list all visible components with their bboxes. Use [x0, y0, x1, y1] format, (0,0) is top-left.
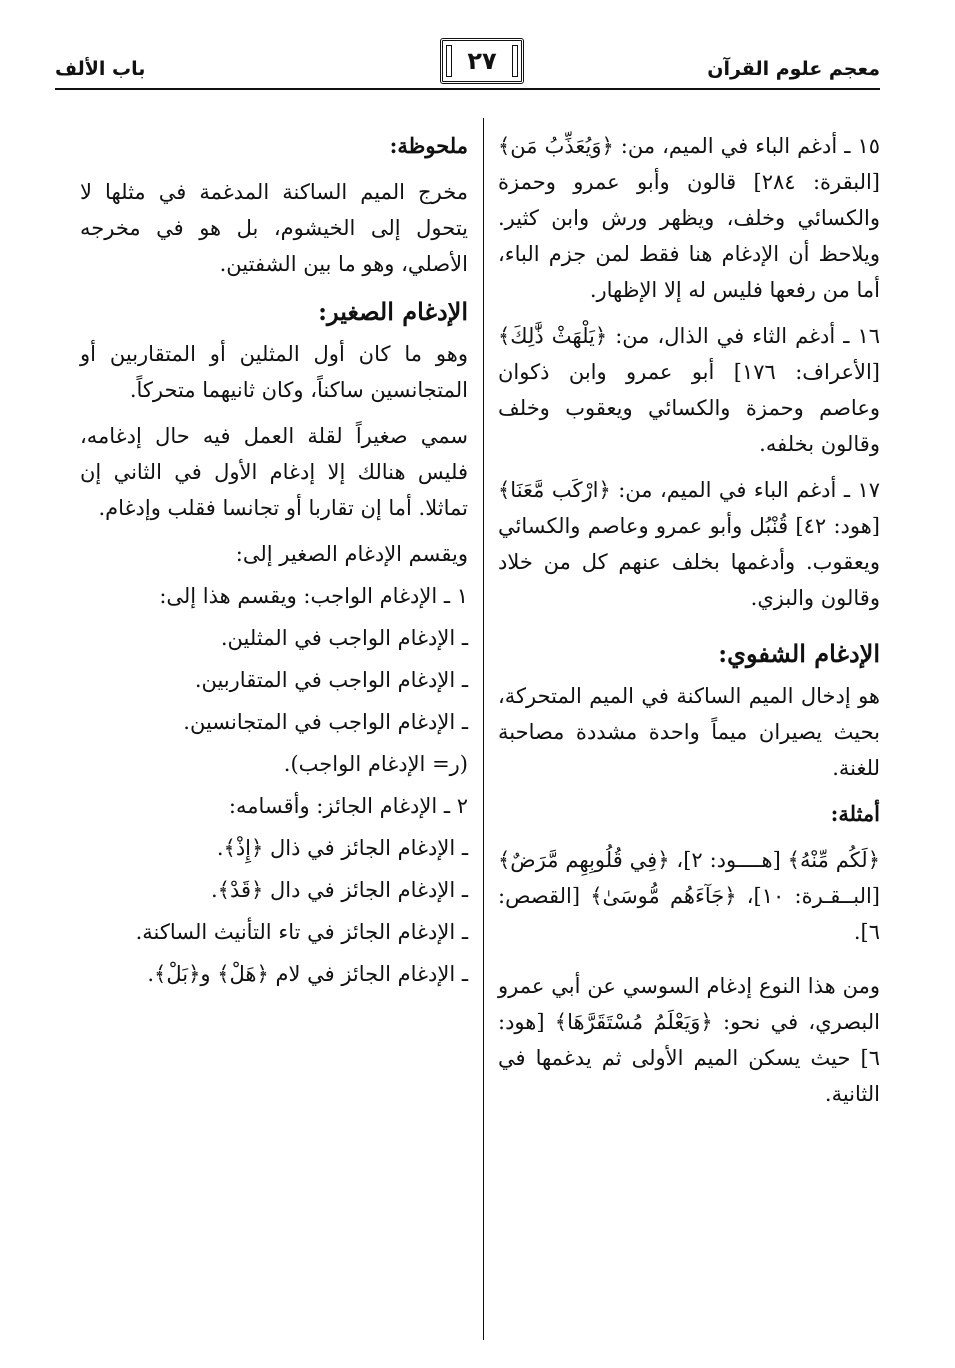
header-rule — [55, 88, 880, 90]
column-divider — [483, 118, 484, 1340]
definition-saghir: وهو ما كان أول المثلين أو المتقاربين أو المتجانسين ساكناً، وكان ثانيهما متحركاً. — [80, 342, 468, 402]
susi-paragraph: ومن هذا النوع إدغام السوسي عن أبي عمرو البصري، في نحو: ﴿وَيَعْلَمُ مُسْتَقَرَّهَا﴾ [هود: ٦] حيث يسكن الميم الأولى ثم يدغمها في الثانية. — [498, 974, 880, 1106]
paragraph-15: ١٥ ـ أدغم الباء في الميم، من: ﴿وَيُعَذِّبُ مَن﴾ [البقرة: ٢٨٤] قالون وأبو عمرو وحمزة والكسائي وخلف، ويظهر ورش وابن كثير. ويلاحظ أن الإدغام هنا فقط لمن جزم الباء، أما من رفعها فليس له إلا الإظهار. — [498, 134, 881, 302]
heading-saghir: الإدغام الصغير: — [318, 297, 468, 326]
paragraph-17: ١٧ ـ أدغم الباء في الميم، من: ﴿ارْكَب مَّعَنَا﴾ [هود: ٤٢] قُنْبُل وأبو عمرو وعاصم والكسائي ويعقوب. وأدغمها بخلف عنهم كل من خلاد وقالون والبزي. — [498, 478, 880, 610]
list-item: ـ الإدغام الواجب في المتقاربين. — [194, 668, 468, 692]
list-item: ـ الإدغام الجائز في دال ﴿قَدْ﴾. — [210, 878, 468, 902]
chapter-title: باب الألف — [55, 58, 146, 80]
book-title: معجم علوم القرآن — [707, 58, 880, 80]
list-item: ـ الإدغام الواجب في المثلين. — [220, 626, 468, 650]
left-column — [80, 128, 468, 998]
list-item: ـ الإدغام الواجب في المتجانسين. — [183, 710, 468, 734]
list-item: ـ الإدغام الجائز في لام ﴿هَلْ﴾ و﴿بَلْ﴾. — [147, 962, 468, 986]
heading-shafawi: الإدغام الشفوي: — [718, 639, 880, 668]
right-column — [498, 128, 880, 1122]
examples-text: ﴿لَكُم مِّنْهُ﴾ [هــــود: ٢]، ﴿فِي قُلُوبِهِم مَّرَضٌ﴾ [البــقـرة: ١٠]، ﴿جَآءَهُم مُّوسَىٰ﴾ [القصص: ٦]. — [498, 848, 881, 944]
note-text: مخرج الميم الساكنة المدغمة في مثلها لا يتحول إلى الخيشوم، بل هو في مخرجه الأصلي، وهو ما بين الشفتين. — [80, 180, 468, 276]
jaiz-intro: ٢ ـ الإدغام الجائز: وأقسامه: — [228, 794, 468, 818]
reason-paragraph: سمي صغيراً لقلة العمل فيه حال إدغامه، فليس هنالك إلا إدغام الأول في الثاني إن تماثلا. أما إن تقاربا أو تجانسا فقلب وإدغام. — [80, 424, 468, 520]
note-label: ملحوظة: — [389, 133, 468, 158]
definition-shafawi: هو إدخال الميم الساكنة في الميم المتحركة، بحيث يصيران ميماً واحدة مشددة مصاحبة للغنة. — [498, 684, 880, 780]
list-item: ـ الإدغام الجائز في تاء التأنيث الساكنة. — [135, 920, 468, 944]
division-intro: ويقسم الإدغام الصغير إلى: — [235, 542, 468, 566]
wajib-intro: ١ ـ الإدغام الواجب: ويقسم هذا إلى: — [159, 584, 468, 608]
examples-label: أمثلة: — [830, 801, 880, 826]
page-header — [55, 38, 880, 88]
page-number: ٢٧ — [440, 38, 524, 84]
paragraph-16: ١٦ ـ أدغم الثاء في الذال، من: ﴿يَلْهَثْ ذَّٰلِكَ﴾ [الأعراف: ١٧٦] أبو عمرو وابن ذكوان وعاصم وحمزة والكسائي ويعقوب وخلف وقالون بخلفه. — [498, 324, 880, 456]
wajib-reference: (ر= الإدغام الواجب). — [283, 752, 468, 776]
list-item: ـ الإدغام الجائز في ذال ﴿إِذْ﴾. — [216, 836, 468, 860]
